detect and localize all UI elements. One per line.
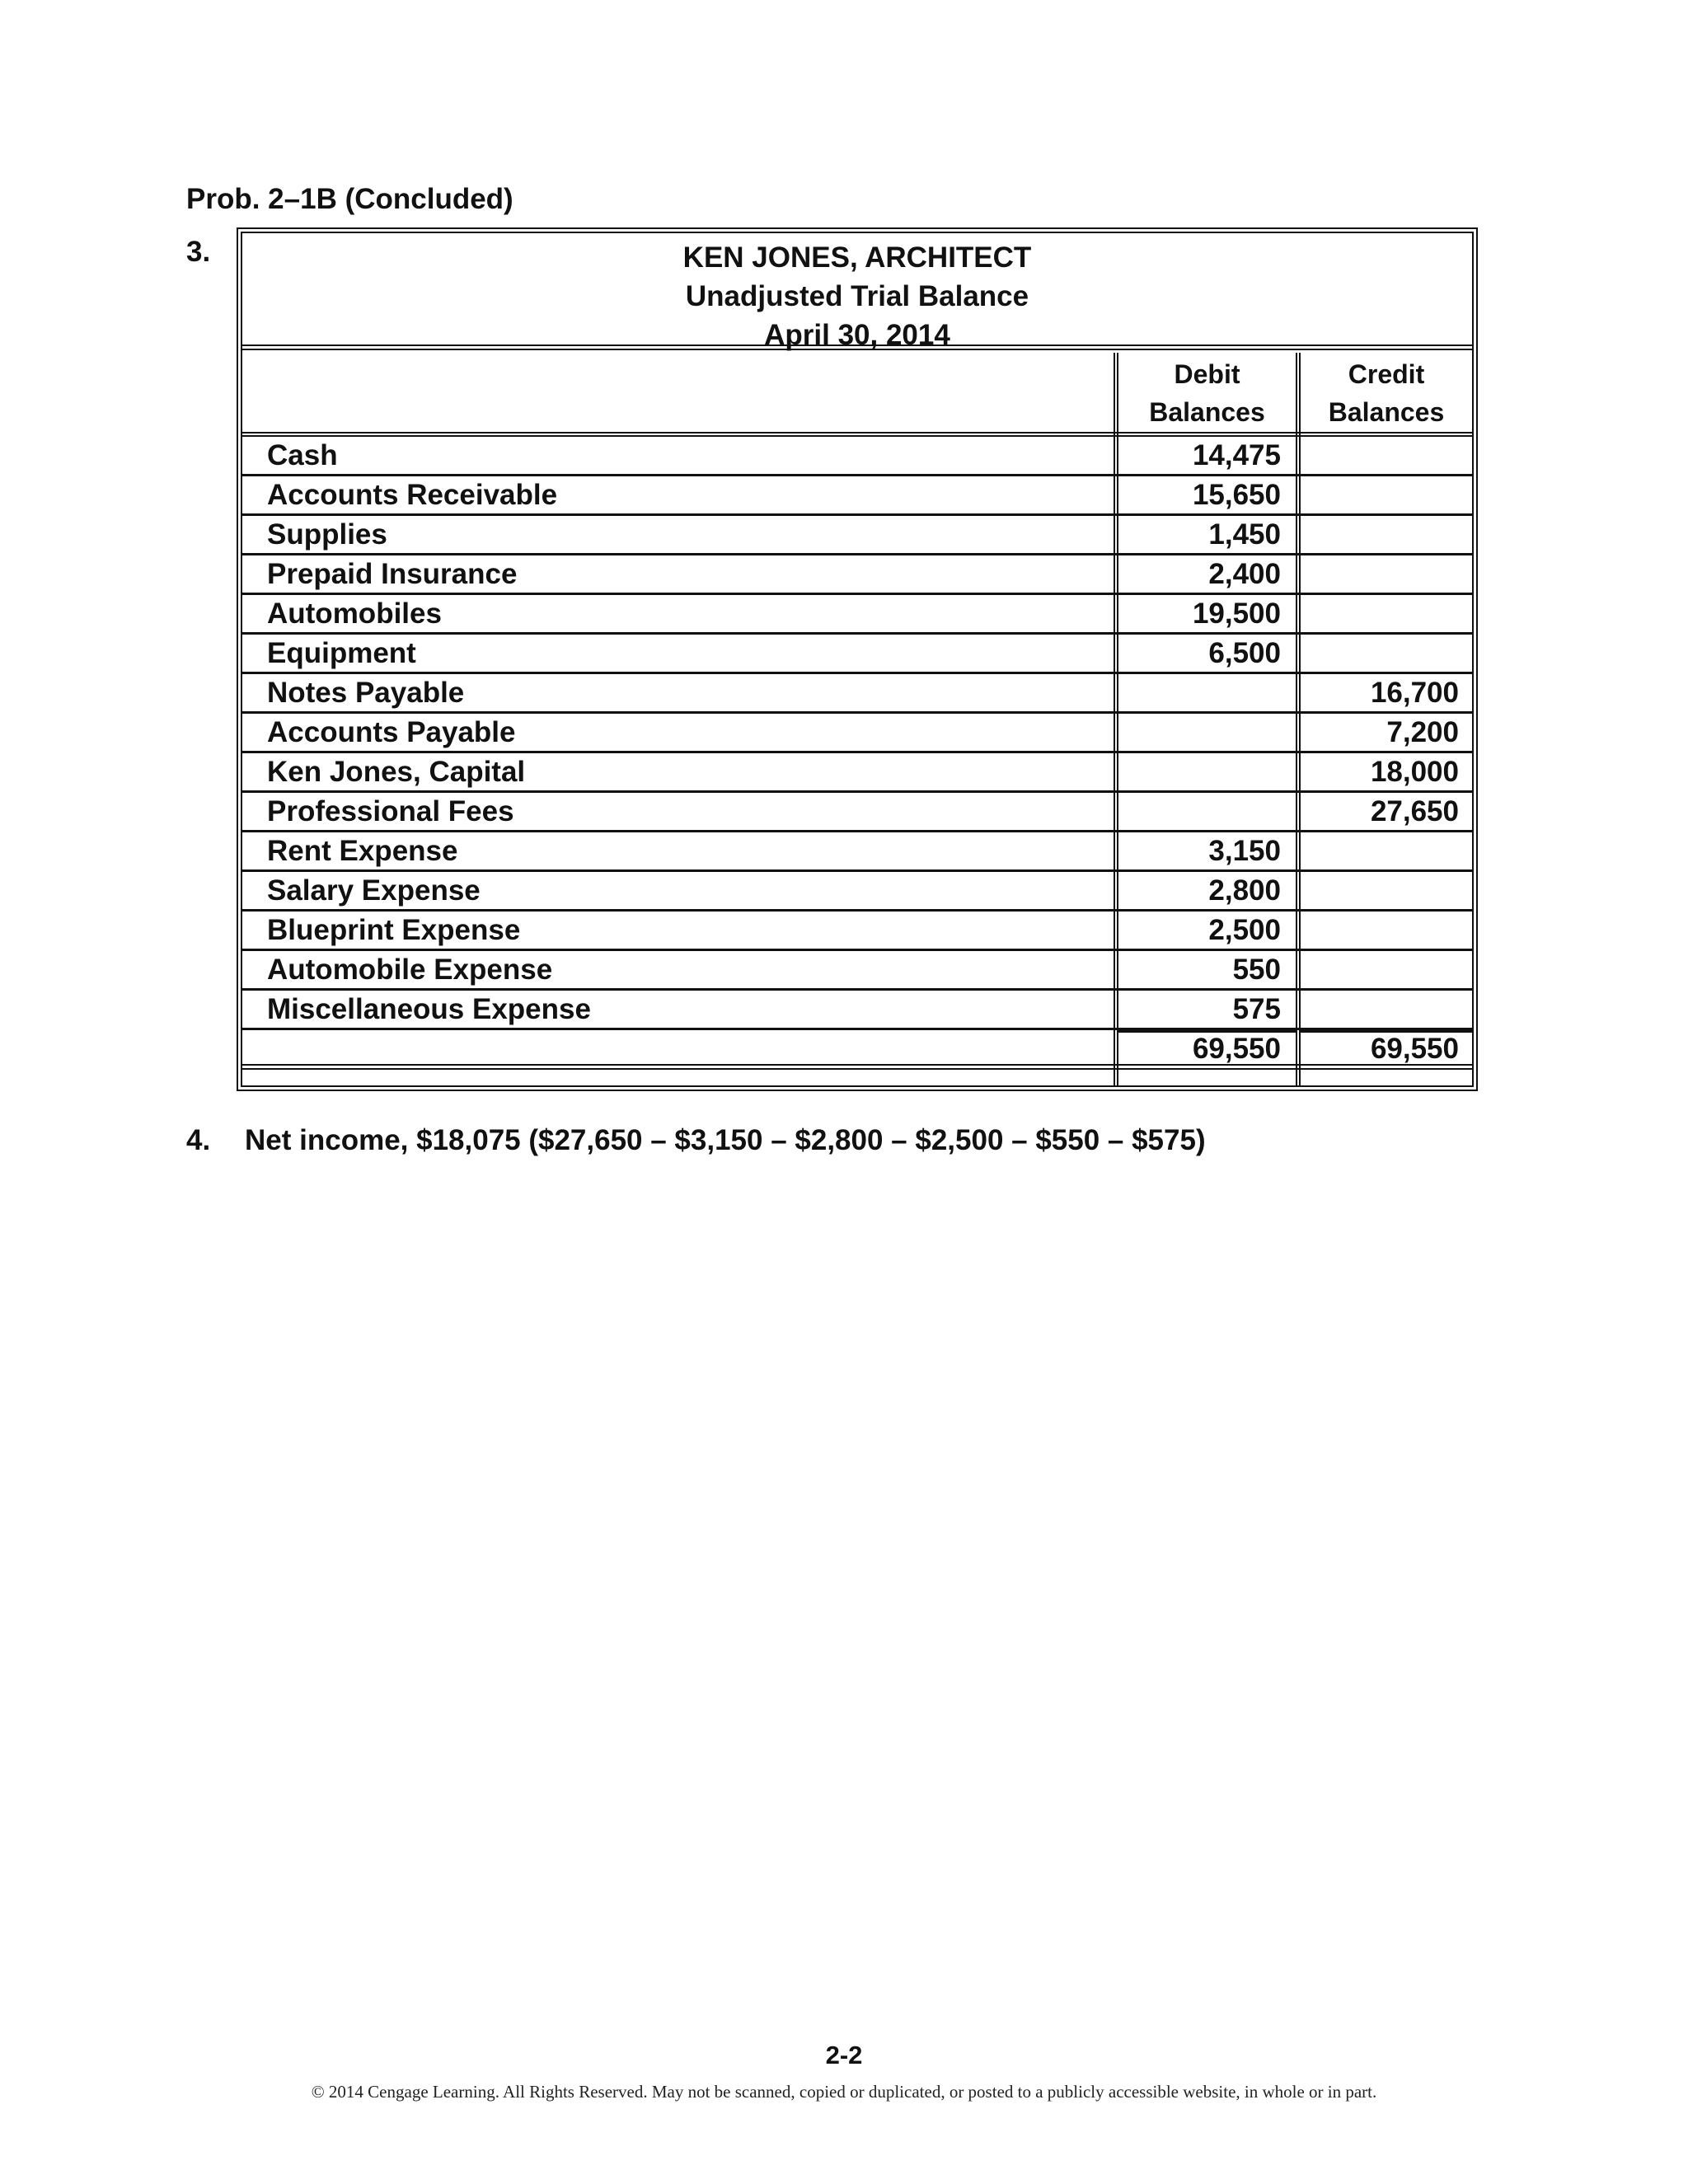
debit-amount: 2,500 [1208, 914, 1281, 946]
account-name: Accounts Receivable [267, 479, 558, 511]
table-row [242, 555, 1472, 595]
table-row [242, 674, 1472, 714]
credit-header-line1: Credit [1348, 359, 1425, 389]
account-name: Prepaid Insurance [267, 558, 518, 590]
account-name: Blueprint Expense [267, 914, 521, 946]
account-name: Professional Fees [267, 795, 514, 827]
item-number-3: 3. [186, 236, 211, 268]
page-number: 2-2 [825, 2041, 863, 2069]
debit-amount: 15,650 [1192, 479, 1281, 511]
trial-balance-body [242, 353, 1472, 1086]
trial-balance-table [237, 227, 1478, 1091]
account-name: Rent Expense [267, 835, 458, 867]
account-name: Ken Jones, Capital [267, 756, 526, 788]
account-rows [242, 437, 1472, 1109]
totals-row [242, 1030, 1472, 1070]
table-row [242, 635, 1472, 674]
account-name: Miscellaneous Expense [267, 993, 591, 1025]
credit-total: 69,550 [1370, 1033, 1459, 1065]
debit-column-header [1118, 353, 1296, 432]
account-name: Notes Payable [267, 677, 465, 709]
statement-title: Unadjusted Trial Balance [685, 280, 1029, 312]
debit-amount: 3,150 [1208, 835, 1281, 867]
table-row [242, 516, 1472, 555]
table-row [242, 872, 1472, 912]
debit-amount: 6,500 [1208, 637, 1281, 669]
debit-amount: 575 [1232, 993, 1281, 1025]
credit-amount: 18,000 [1370, 756, 1459, 788]
company-name: KEN JONES, ARCHITECT [682, 241, 1032, 274]
account-name: Automobile Expense [267, 954, 553, 986]
debit-amount: 2,800 [1208, 874, 1281, 907]
account-name: Supplies [267, 518, 387, 551]
item-number-4: 4. [186, 1124, 211, 1156]
account-name: Automobiles [267, 598, 442, 630]
problem-heading: Prob. 2–1B (Concluded) [186, 183, 513, 215]
debit-header-line2: Balances [1149, 397, 1265, 427]
trial-balance-header [242, 233, 1472, 350]
debit-total: 69,550 [1192, 1033, 1281, 1065]
table-row [242, 951, 1472, 991]
table-row [242, 714, 1472, 753]
copyright-notice: © 2014 Cengage Learning. All Rights Reserved. May not be scanned, copied or duplicated, or posted to a publicly accessible website, in whole or in part. [311, 2082, 1377, 2102]
table-row [242, 991, 1472, 1030]
table-row [242, 793, 1472, 832]
debit-amount: 550 [1232, 954, 1281, 986]
table-row [242, 912, 1472, 951]
debit-amount: 2,400 [1208, 558, 1281, 590]
credit-amount: 27,650 [1370, 795, 1459, 827]
table-row [242, 832, 1472, 872]
table-row [242, 476, 1472, 516]
debit-amount: 14,475 [1192, 439, 1281, 471]
table-row [242, 595, 1472, 635]
table-row [242, 753, 1472, 793]
account-name: Salary Expense [267, 874, 481, 907]
account-name: Cash [267, 439, 338, 471]
blank-row [242, 1070, 1472, 1109]
credit-header-line2: Balances [1328, 397, 1445, 427]
debit-header-line1: Debit [1174, 359, 1240, 389]
table-row [242, 437, 1472, 476]
statement-date: April 30, 2014 [764, 319, 950, 351]
debit-amount: 1,450 [1208, 518, 1281, 551]
credit-amount: 16,700 [1370, 677, 1459, 709]
account-name: Equipment [267, 637, 416, 669]
debit-amount: 19,500 [1192, 598, 1281, 630]
credit-amount: 7,200 [1386, 716, 1459, 748]
credit-column-header [1301, 353, 1472, 432]
net-income-statement: Net income, $18,075 ($27,650 – $3,150 – $2,800 – $2,500 – $550 – $575) [245, 1124, 1206, 1156]
account-name: Accounts Payable [267, 716, 516, 748]
